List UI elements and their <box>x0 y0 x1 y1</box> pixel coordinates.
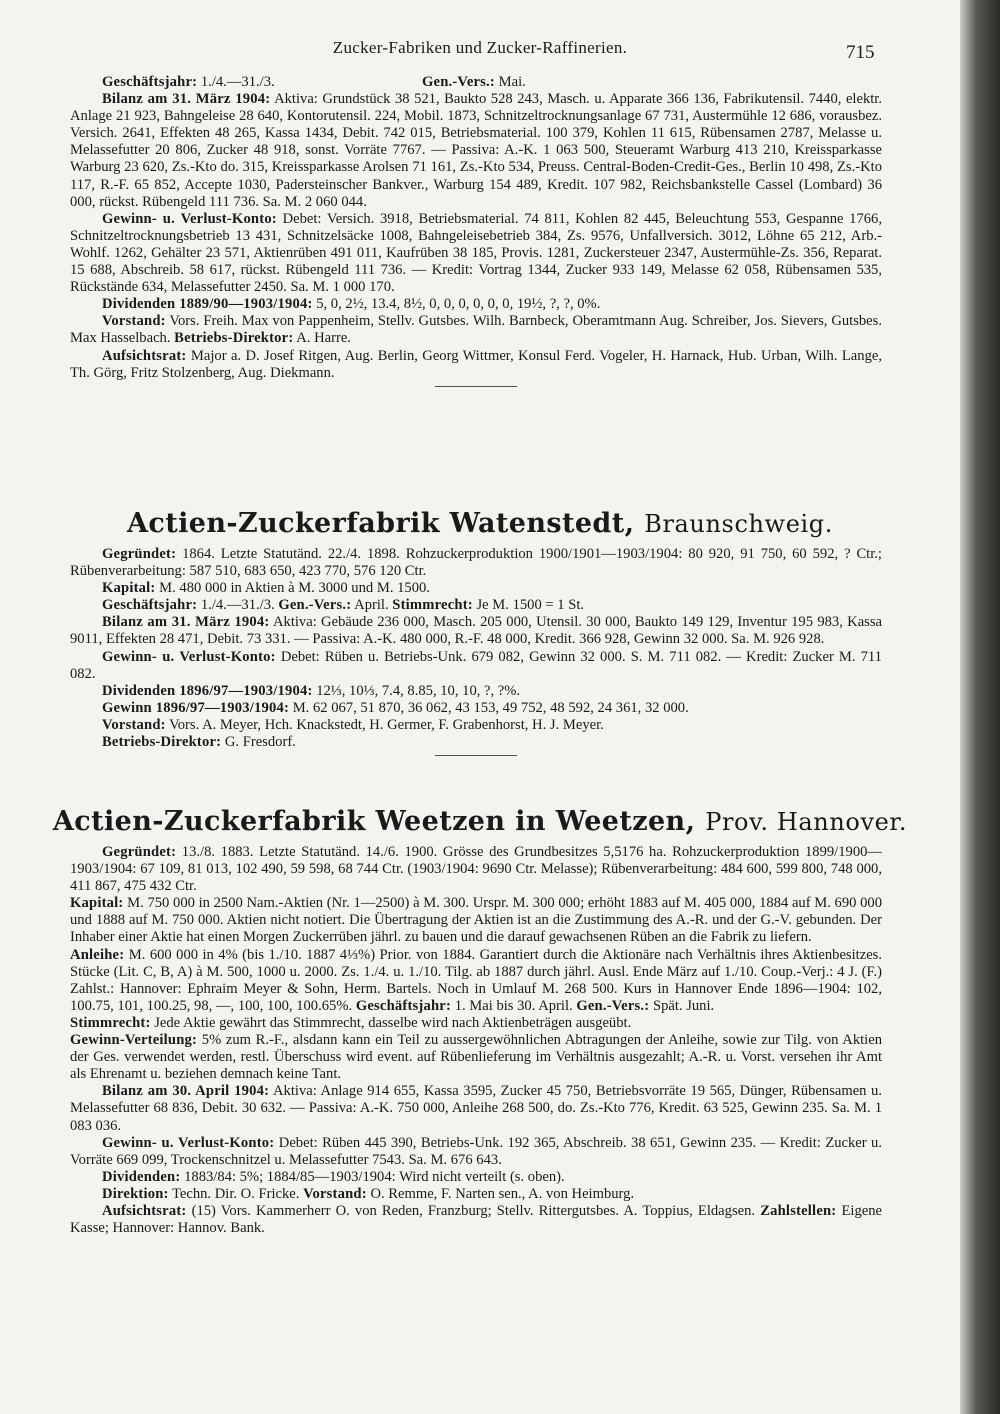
entry-3-title: Actien-Zuckerfabrik Weetzen in Weetzen, Prov. Hannover. <box>52 806 908 837</box>
e1-guv: Gewinn- u. Verlust-Konto: Debet: Versich. 3918, Betriebsmaterial. 74 811, Kohlen 82 445, Beleuchtung 553, Gespanne 1766, Schnitzeltrocknungsbetrieb 13 431, Schnitzelsäcke 1008, Bahngeleisebetrieb 384, Zs. 9576, Unfallversich. 3012, Löhne 65 212, Arb.-Wohlf. 1262, Gehälter 23 571, Aktienrüben 491 011, Kaufrüben 38 185, Provis. 1281, Zuckersteuer 2347, Austermühle-Zs. 356, Reparat. 15 688, Abschreib. 58 617, rückst. Rübengeld 111 736. — Kredit: Vortrag 1344, Zucker 933 149, Melasse 62 058, Rübensamen 535, Rückstände 634, Melassefutter 2450. Sa. M. 1 000 170. <box>70 210 882 296</box>
e2-gegruendet: Gegründet: 1864. Letzte Statutänd. 22./4. 1898. Rohzuckerproduktion 1900/1901—1903/1904: 80 920, 91 750, 60 592, ? Ctr.; Rübenverarbeitung: 587 510, 683 650, 423 770, 576 120 Ctr. <box>70 546 882 580</box>
e2-gewinn: Gewinn 1896/97—1903/1904: M. 62 067, 51 870, 36 062, 43 153, 49 752, 48 592, 24 361, 32 000. <box>102 699 689 716</box>
e3-guv: Gewinn- u. Verlust-Konto: Debet: Rüben 445 390, Betriebs-Unk. 192 365, Abschreib. 38 651, Gewinn 235. — Kredit: Zucker u. Vorräte 669 099, Trockenschnitzel u. Melassefutter 7543. Sa. M. 676 643. <box>70 1134 882 1168</box>
e1-dividenden: Dividenden 1889/90—1903/1904: 5, 0, 2½, 13.4, 8½, 0, 0, 0, 0, 0, 0, 19½, ?, ?, 0%. <box>102 296 601 313</box>
e2-kapital: Kapital: M. 480 000 in Aktien à M. 3000 und M. 1500. <box>102 580 430 597</box>
e3-kapital: Kapital: M. 750 000 in 2500 Nam.-Aktien (Nr. 1—2500) à M. 300. Urspr. M. 300 000; erhöht 1883 auf M. 405 000, 1884 auf M. 690 000 und 1888 auf M. 750 000. Aktien nicht notiert. Die Übertragung der Aktien ist an die Zustimmung des A.-R. und der G.-V. gebunden. Der Inhaber einer Aktie hat einen Morgen Zuckerrüben jährl. zu bauen und die darauf gewachsenen Rüben an die Fabrik zu liefern. <box>70 895 882 946</box>
section-divider <box>435 386 517 387</box>
e3-verteilung: Gewinn-Verteilung: 5% zum R.-F., alsdann kann ein Teil zu aussergewöhnlichen Abtragungen der Anleihe, sowie zur Tilg. von Aktien der Ges. verwendet werden, restl. Überschuss wird event. auf Rübenlieferung im Verhältnis ausgezahlt; A.-R. u. Vorst. versehen ihr Amt als Ehrenamt u. beziehen demnach keine Tant. <box>70 1032 883 1083</box>
section-divider <box>435 755 517 756</box>
e1-geschaeftsjahr: Geschäftsjahr: 1./4.—31./3. Gen.-Vers.: Mai. <box>102 74 526 90</box>
e2-guv: Gewinn- u. Verlust-Konto: Debet: Rüben u. Betriebs-Unk. 679 082, Gewinn 32 000. S. M. 711 082. — Kredit: Zucker M. 711 082. <box>70 648 882 682</box>
e2-direktor: Betriebs-Direktor: G. Fresdorf. <box>102 734 296 751</box>
entry-2-block <box>70 546 882 758</box>
e2-dividenden: Dividenden 1896/97—1903/1904: 12⅓, 10⅓, 7.4, 8.85, 10, 10, ?, ?%. <box>102 682 521 699</box>
e3-direktion: Direktion: Techn. Dir. O. Fricke. Vorstand: O. Remme, F. Narten sen., A. von Heimburg. <box>102 1185 635 1202</box>
entry-1-block <box>70 74 882 389</box>
e3-anleihe: Anleihe: M. 600 000 in 4% (bis 1./10. 1887 4⅓%) Prior. von 1884. Garantiert durch die Aktionäre nach Verhältnis ihres Aktienbesitzes. Stücke (Lit. C, B, A) à M. 500, 1000 u. 2000. Zs. 1./4. u. 1./10. Tilg. ab 1887 durch jährl. Ausl. Ende März auf 1./10. Coup.-Verj.: 4 J. (F.) Zahlst.: Hannover: Ephraim Meyer & Sohn, Herm. Bartels. Noch in Umlauf M. 268 500. Kurs in Hannover Ende 1896—1904: 102, 100.75, 101, 100.25, 98, —, 100, 100, 100.65%. Geschäftsjahr: 1. Mai bis 30. April. Gen.-Vers.: Spät. Juni. <box>70 946 882 1014</box>
e3-bilanz: Bilanz am 30. April 1904: Aktiva: Anlage 914 655, Kassa 3595, Zucker 45 750, Betriebsvorräte 19 565, Dünger, Rübensamen u. Melassefutter 68 836, Debit. 30 632. — Passiva: A.-K. 750 000, Anleihe 268 500, do. Zs.-Kto 776, Kredit. 63 525, Gewinn 235. Sa. M. 1 083 036. <box>70 1083 882 1134</box>
e2-geschaeftsjahr: Geschäftsjahr: 1./4.—31./3. Gen.-Vers.: April. Stimmrecht: Je M. 1500 = 1 St. <box>102 597 585 614</box>
e3-gegruendet: Gegründet: 13./8. 1883. Letzte Statutänd. 14./6. 1900. Grösse des Grundbesitzes 5,5176 ha. Rohzuckerproduktion 1899/1900—1903/1904: 67 109, 81 013, 102 490, 59 598, 68 744 Ctr. (1903/1904: 9690 Ctr. Melasse); Rübenverarbeitung: 484 600, 599 800, 748 000, 411 867, 475 432 Ctr. <box>70 844 883 895</box>
book-spine-edge <box>960 0 1000 1414</box>
e2-vorstand: Vorstand: Vors. A. Meyer, Hch. Knackstedt, H. Germer, F. Grabenhorst, H. J. Meyer. <box>102 716 604 733</box>
e3-stimmrecht: Stimmrecht: Jede Aktie gewährt das Stimmrecht, dasselbe wird nach Aktienbeträgen ausgeübt. <box>70 1014 632 1031</box>
e1-aufsichtsrat: Aufsichtsrat: Major a. D. Josef Ritgen, Aug. Berlin, Georg Wittmer, Konsul Ferd. Vogeler, H. Harnack, Hub. Urban, Wilh. Lange, Th. Görg, Fritz Stolzenberg, Aug. Diekmann. <box>70 347 882 381</box>
e2-bilanz: Bilanz am 31. März 1904: Aktiva: Gebäude 236 000, Masch. 205 000, Utensil. 30 000, Baukto 149 129, Inventur 195 983, Kassa 9011, Effekten 28 471, Debit. 73 331. — Passiva: A.-K. 480 000, R.-F. 48 000, Kredit. 366 928, Gewinn 32 000. Sa. M. 926 928. <box>70 614 883 648</box>
running-header: Zucker-Fabriken und Zucker-Raffinerien. <box>332 38 628 57</box>
e1-bilanz: Bilanz am 31. März 1904: Aktiva: Grundstück 38 521, Baukto 528 243, Masch. u. Apparate 366 136, Fabrikutensil. 7440, elektr. Anlage 21 923, Bahngeleise 28 640, Kontorutensil. 224, Mobil. 1873, Schnitzeltrocknungsanlage 67 731, Austermühle 12 686, vorausbez. Versich. 2641, Effekten 48 265, Kassa 1434, Debit. 742 015, Betriebsmaterial. 100 379, Kohlen 11 615, Rübensamen 2787, Melasse u. Melassefutter 20 806, Zucker 48 918, sonst. Vorräte 7767. — Passiva: A.-K. 1 063 500, Steueramt Warburg 413 210, Kreissparkasse Warburg 23 620, Zs.-Kto do. 315, Kreissparkasse Arolsen 71 161, Zs.-Kto 534, Preuss. Central-Boden-Credit-Ges., Berlin 10 498, Zs.-Kto 117, R.-F. 65 852, Accepte 1030, Padersteinscher Bankver., Warburg 154 489, Kredit. 107 982, Reichsbankstelle Cassel (Lombard) 36 000, rückst. Rübengeld 111 736. Sa. M. 2 060 044. <box>70 91 883 210</box>
e3-aufsichtsrat: Aufsichtsrat: (15) Vors. Kammerherr O. von Reden, Franzburg; Stellv. Rittergutsbes. A. Toppius, Eldagsen. Zahlstellen: Eigene Kasse; Hannover: Hannov. Bank. <box>70 1202 883 1237</box>
page-number: 715 <box>846 42 875 63</box>
entry-2-title: Actien-Zuckerfabrik Watenstedt, Braunschweig. <box>127 508 833 539</box>
e3-dividenden: Dividenden: 1883/84: 5%; 1884/85—1903/1904: Wird nicht verteilt (s. oben). <box>102 1168 565 1185</box>
entry-3-block <box>70 844 882 1237</box>
e1-vorstand: Vorstand: Vors. Freih. Max von Pappenheim, Stellv. Gutsbes. Wilh. Barnbeck, Oberamtmann Aug. Schreiber, Jos. Sievers, Gutsbes. Max Hasselbach. Betriebs-Direktor: A. Harre. <box>70 313 882 347</box>
